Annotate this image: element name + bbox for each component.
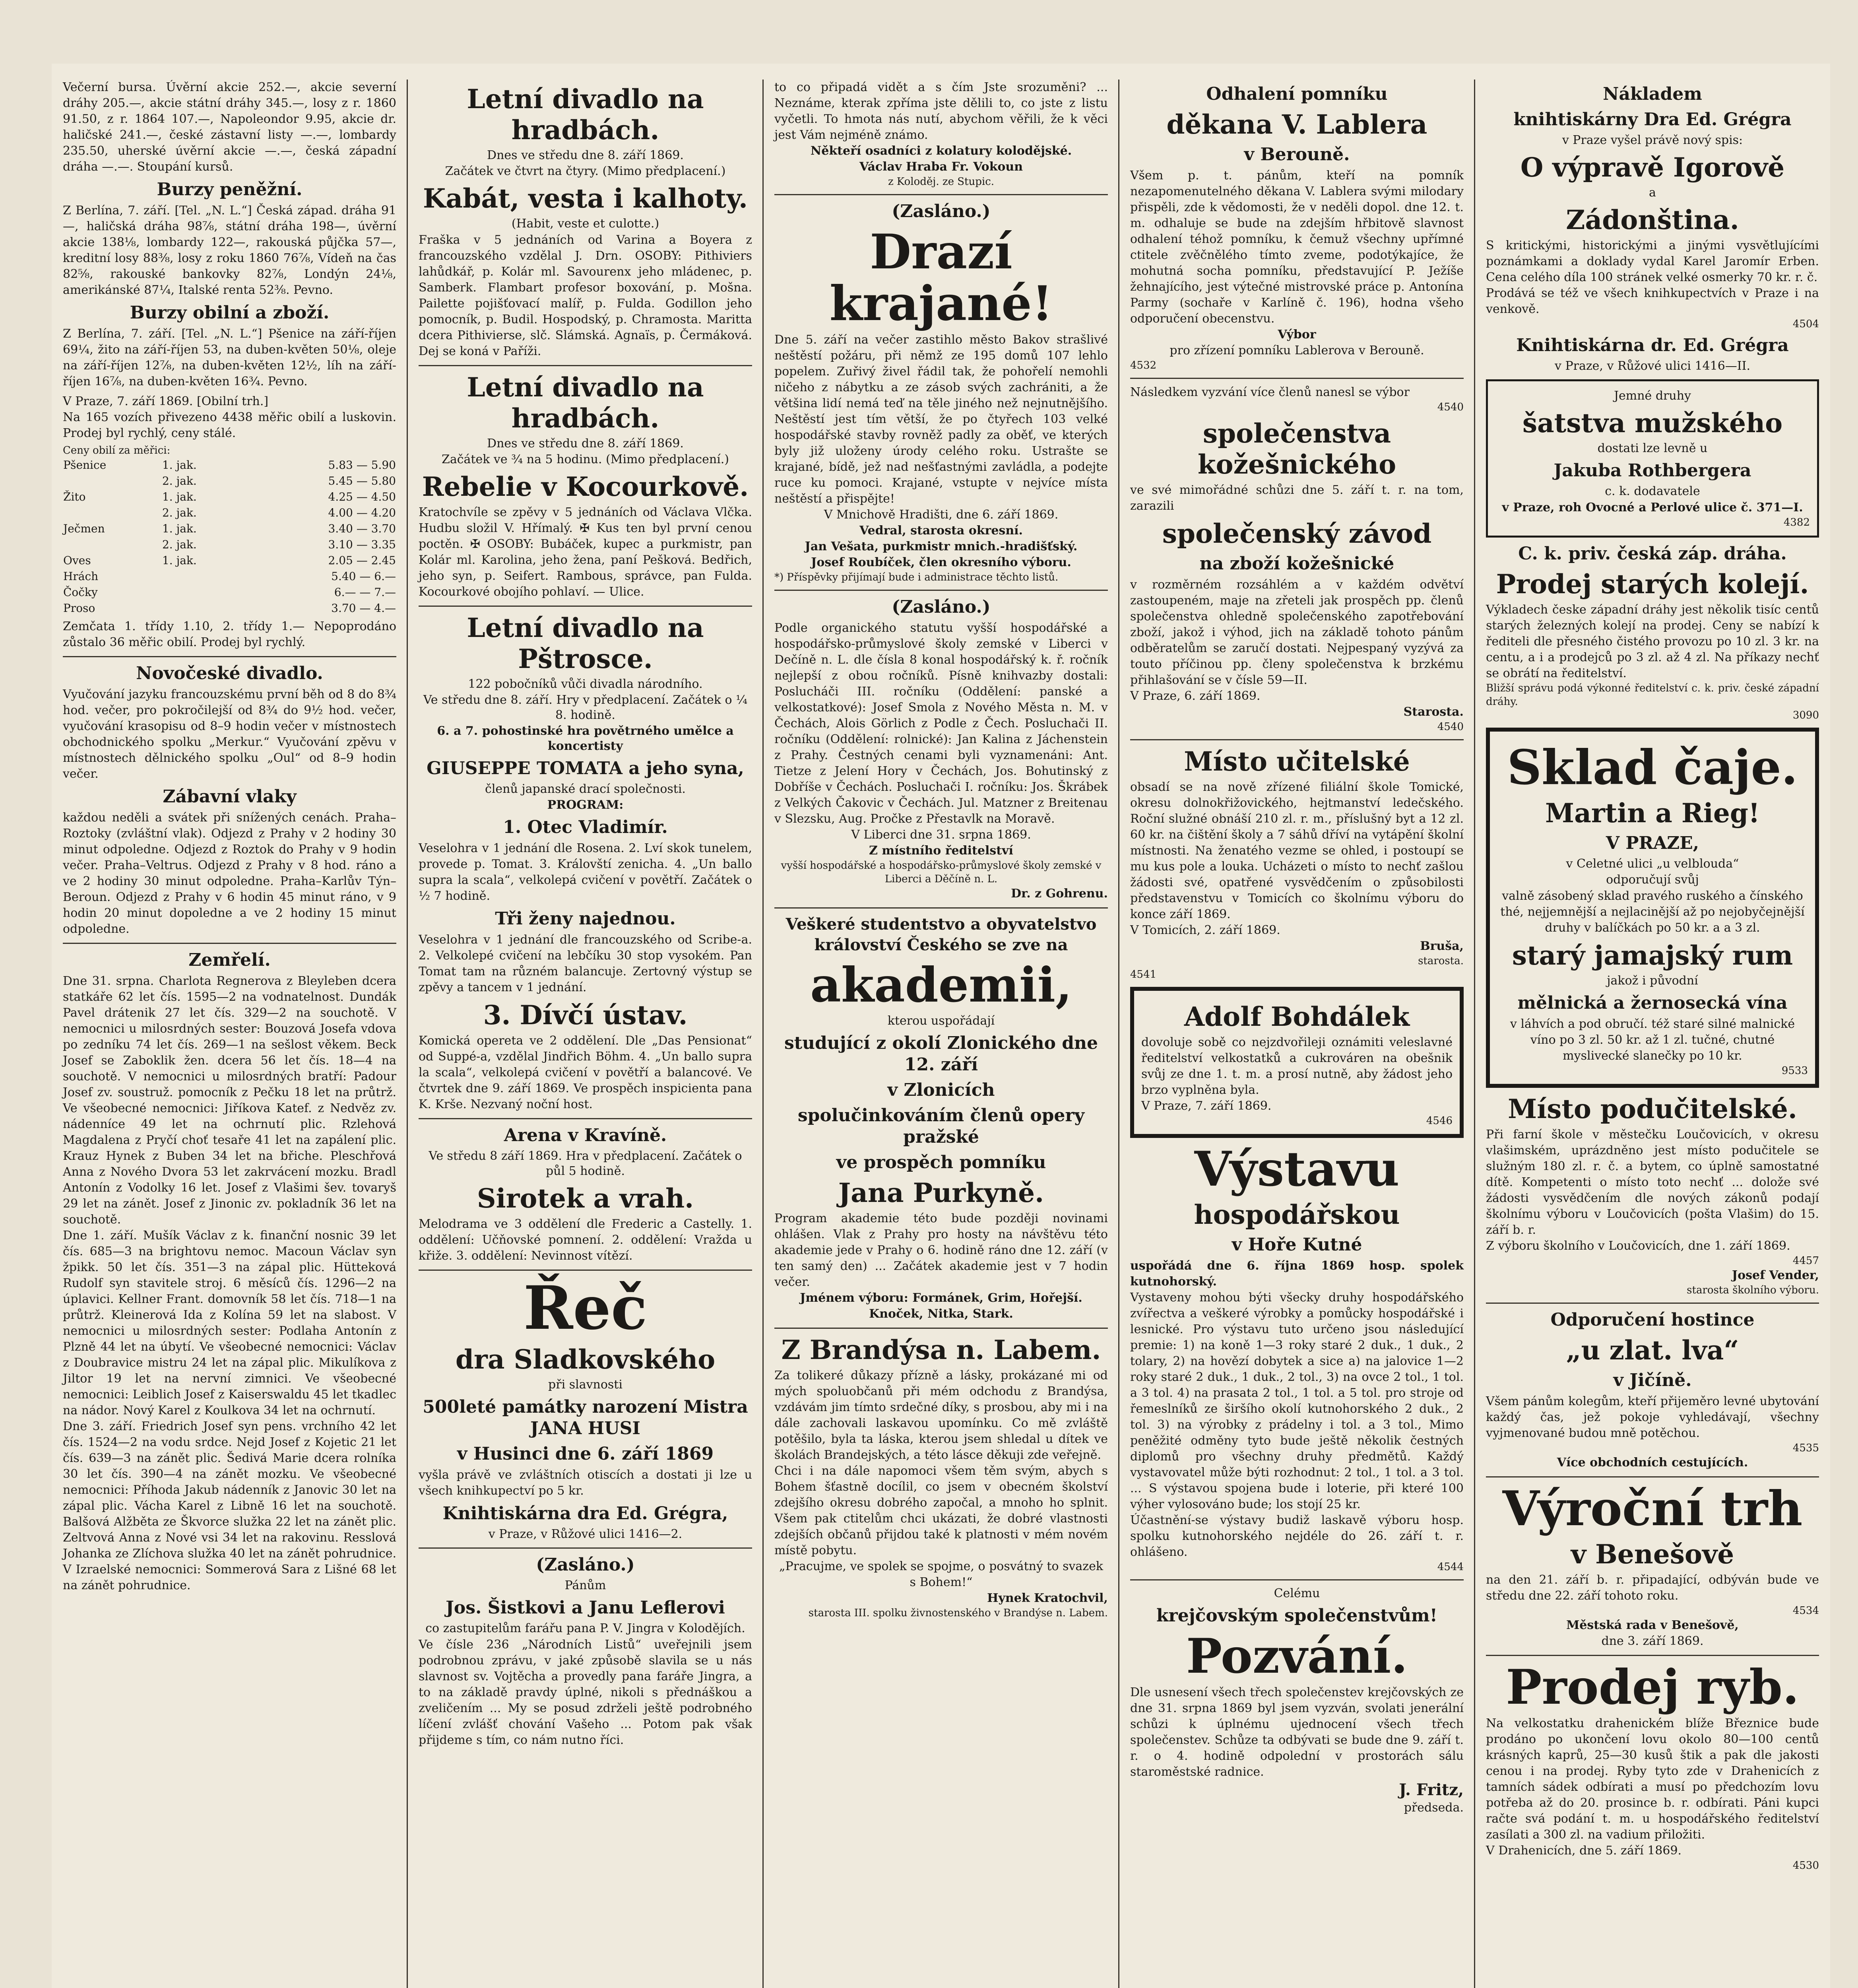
book-title: O výpravě Igorově xyxy=(1520,152,1785,183)
book-pub-name: Knihtiskárna dr. Ed. Grégra xyxy=(1516,335,1789,355)
farewell-signature: starosta III. spolku živnostenského v Brandýse n. Labem. xyxy=(808,1607,1108,1619)
price-cell: 4.00 — 4.20 xyxy=(328,506,396,519)
academy-title: akademii, xyxy=(810,957,1072,1013)
deaths-text: Dne 3. září. Friedrich Josef syn pens. vrchního 42 let čís. 1524—2 na vodu srdce. Nejd Josef z Kojetic 21 let čís. 639—3 na zánět plic. Šedivá Marie dcera rolníka 30 let čís. 390—4 na zánět mozku. Ve všeobecné nemocnici: Příhoda Jakub nádenník z Janovic 30 let na zápal plic. Vácha Karel z Libně 16 let na souchotě. Balšová Alžběta ze Škvorce služka 22 let na zánět plic. Zeltvová Anna z Nové vsi 34 let na rakovinu. Resslová Johanka ze Zlíchova služka 40 let na zánět pohrudnice. V Izraelské nemocnici: Sommerová Sara z Lišné 68 let na zánět pohrudnice. xyxy=(63,1419,396,1592)
column-2 xyxy=(407,80,763,1988)
tea-company: Martin a Rieg! xyxy=(1545,798,1760,829)
grain-markets-text: Z Berlína, 7. září. [Tel. „N. L.“] Pšenice na září-říjen 69¼, žito na září-říjen 53, na duben-květen 50⅛, oleje na září-říjen 12⅞, na duben-květen 12½, líh na září-říjen 16⅞, na duben-květen 16¾. Pevno. xyxy=(63,327,396,388)
rail-text: Výkladech česke západní dráhy jest několik tisíc centů starých železných kolejí na prodej. Ceny se nabízí k řediteli dle přesného čistého provozu po 10 zl. 3 kr. na centu, a i a prodejců po 3 zl. až 4 zl. Na příkazy nechť se obrátí na ředitelství. xyxy=(1486,603,1819,680)
ad-number: 4540 xyxy=(1437,401,1464,413)
price-cell: 5.83 — 5.90 xyxy=(328,458,396,472)
school-report-text: Podle organického statutu vyšší hospodářské a hospodářsko-průmyslové školy zemské v Liberci v Dečíně n. L. dle čísla 8 konal hospodářský k. ř. ročník nejlepší z obou ročníků. Písně knihvazby dostali: Poslucháči III. ročníku (Oddělení: panské a velkostatkové): Josef Smola z Nového Města n. M. v Čechách, Alois Görlich z Podle z Čech. Posluchači II. ročníku (Oddělení: rolnické): Jan Kalina z Jáchenstein z Prahy. Čestných cenami byli vyznamenáni: Ant. Tietze z Jelení Hory v Čechách, Jos. Bohutinský z Dobříše v Čechách. Posluchači I. ročníku: Jos. Škrábek z Velkých Čakovic v Čechách. Jul. Matzner z Breitenau v Slezsku, Aug. Pročke z Přestavlk na Moravě. xyxy=(774,621,1108,826)
money-markets-text: Z Berlína, 7. září. [Tel. „N. L.“] Česká západ. dráha 91—, haličská dráha 98⅞, státní dráha 198—, úvěrní akcie 138⅛, lombardy 122—, rakouská půjčka 57—, kreditní losy 88⅜, losy z roku 1860 76⅞, Vídeň na čas 82⅝, rakouské bankovky 82⅞, Londýn 24⅛, amerikánské 87¼, Italské renta 52⅜. Pevno. xyxy=(63,204,396,297)
prague-market-text: Na 165 vozích přivezeno 4438 měřic obilí a luskovin. Prodej byl rychlý, ceny stálé. xyxy=(63,410,396,440)
section-heading: Zemřelí. xyxy=(188,950,271,970)
assistant-teacher-title: Místo podučitelské. xyxy=(1508,1093,1797,1124)
arena-heading: Arena v Kravíně. xyxy=(504,1125,667,1145)
furriers-signature: Starosta. xyxy=(1403,705,1464,719)
price-table-head: Ceny obilí za měřici: xyxy=(63,445,171,456)
fair-signature: dne 3. září 1869. xyxy=(1601,1634,1704,1648)
exhibition-title: Výstavu xyxy=(1194,1141,1400,1197)
price-cell xyxy=(162,584,242,600)
arena-date: Ve středu 8 září 1869. Hra v předplacení. Začátek o půl 5 hodině. xyxy=(429,1149,742,1178)
program-item: Tři ženy najednou. xyxy=(495,909,676,929)
arena-text: Melodrama ve 3 oddělení dle Frederic a Castelly. 1. oddělení: Učňovské pomnení. 2. oddělení: Vražda u křiže. 3. oddělení: Nevinnost vítězí. xyxy=(419,1217,752,1263)
ad-number: 4534 xyxy=(1792,1605,1819,1617)
teacher-post-title: Místo učitelské xyxy=(1184,746,1410,777)
program-item: 3. Dívčí ústav. xyxy=(483,1000,688,1031)
bohdalek-ad xyxy=(1130,987,1464,1138)
fair-signature: Městská rada v Benešově, xyxy=(1566,1618,1739,1632)
price-row xyxy=(63,569,396,584)
price-cell: Ječmen xyxy=(63,522,105,535)
rothberger-sub: dostati lze levně u xyxy=(1597,441,1708,455)
exhibition-line: uspořádá dne 6. října 1869 hosp. spolek kutnohorský. xyxy=(1130,1259,1464,1289)
column-1 xyxy=(52,80,407,1988)
letter-signature: Václav Hraba Fr. Vokoun xyxy=(859,160,1023,174)
speech-sub: při slavnosti xyxy=(548,1378,623,1392)
price-row xyxy=(63,584,396,600)
academy-intro: Veškeré studentstvo a obyvatelstvo království Českého se zve na xyxy=(785,915,1097,954)
price-cell: 1. jak. xyxy=(162,522,197,535)
book-ad-publisher: knihtiskárny Dra Ed. Grégra xyxy=(1513,109,1792,130)
ad-number: 4457 xyxy=(1792,1255,1819,1267)
tailors-text: Dle usnesení všech třech společenstev krejčovských ze dne 31. srpna 1869 byl jsem vyzván, svolati jenerální schůzi k úplnému ujednocení všech třech společenstev. Schůze ta odbývati se bude dne 9. září t. r. o 4. hodině odpolední v prostorách sálu staroměstské radnice. xyxy=(1130,1685,1464,1779)
ad-number: 4532 xyxy=(1130,359,1157,371)
theatre-date: Ve středu dne 8. září. Hry v předplacení. Začátek o ¼ 8. hodině. xyxy=(423,693,748,722)
farewell-title: Z Brandýsa n. Labem. xyxy=(781,1334,1101,1365)
book-text: Prodává se též ve všech knihkupectvích v Praze i na venkově. xyxy=(1486,286,1819,316)
deaths-text: Dne 1. září. Mušík Václav z k. finanční nosnic 39 let čís. 685—3 na brightovu nemoc. Macoun Václav syn žpikk. 50 let čís. 351—3 na zápal plic. Hütteková Rudolf syn stavitele stroj. 6 měsíců čís. 1296—2 na úplavici. Kellner Frant. domovník 58 let čís. 718—1 na průtrž. Kleinerová Ida z Kolína 59 let na slabost. V nemocnici u milosrdných sester: Podlaha Antonín z Plzně 44 let na úbytí. Ve všeobecné nemocnici: Václav z Doubravice mistru 24 let na zápal plic. Mikulíkova z Jiltor 19 let na nervní zimnici. Ve všeobecné nemocnici: Leiblich Josef z Kaiserswaldu 45 let tkadlec na nádor. Nový Karel z Koulkova 34 let na ochrnutí. xyxy=(63,1229,396,1417)
divider xyxy=(419,606,752,607)
play-title: Rebelie v Kocourkově. xyxy=(422,471,749,502)
price-summary: Zemčata 1. třídy 1.10, 2. třídy 1.— Nepoprodáno zůstalo 36 měřic obilí. Prodej byl rychlý. xyxy=(63,619,396,649)
ad-number: 4546 xyxy=(1426,1115,1453,1127)
monument-text: Všem p. t. pánům, kteří na pomník nezapomenutelného děkana V. Lablera svými milodary přispěli, zde k vědomosti, že v neděli dopol. dne 12. t. m. odhaluje se bude na zdejším hřbitově slavnost odhalení téhož pomníku, k čemuž všechny upřímné ctitele zvěčnělého tímto zveme, podotýkajíce, že mohutná socha pomníku, představující P. Ježíše žehnajícího, jest výtečné mistrovské práce p. Antonína Parmy (sochaře v Karlíně č. 196), hodna všeho odporučení obecenstvu. xyxy=(1130,169,1464,326)
price-cell: 3.40 — 3.70 xyxy=(328,522,396,535)
furriers-text: ve své mimořádné schůzi dne 5. září t. r. na tom, zarazili xyxy=(1130,483,1464,513)
furriers-title: společenský závod xyxy=(1162,518,1432,549)
theatre-start: Začátek ve ¾ na 5 hodinu. (Mimo předplacení.) xyxy=(441,452,729,466)
letter-salutation: Pánům xyxy=(564,1578,606,1592)
furriers-text: v rozměrném rozsáhlém a v každém odvětví zastoupeném, maje na zřeteli jak prospěch pp. členů společenstva ohledně společenského zapotřebování zboží, jakož i výhod, jich na základě tohoto pánům odběratelům se zaručí dostati. Nejpespaný vyzývá za touto příčinou pp. členy společenstva k brzkému přihlašování se v čísle 59—II. xyxy=(1130,578,1464,687)
price-cell xyxy=(63,473,162,489)
rothberger-address: v Praze, roh Ovocné a Perlové ulice č. 371—I. xyxy=(1502,501,1803,514)
academy-sub: kterou uspořádají xyxy=(887,1014,995,1028)
divider xyxy=(419,365,752,366)
appeal-signature: Josef Roubíček, člen okresního výboru. xyxy=(811,555,1071,569)
rothberger-name: Jakuba Rothbergera xyxy=(1554,460,1751,481)
section-heading: Novočeské divadlo. xyxy=(136,663,323,683)
section-heading: Zábavní vlaky xyxy=(163,786,297,807)
tea-address: v Celetné ulici „u velbloudа“ xyxy=(1566,857,1739,871)
theatre-start: Začátek ve čtvrt na čtyry. (Mimo předplacení.) xyxy=(445,164,726,178)
price-cell: 1. jak. xyxy=(162,458,197,472)
letter-signature: Někteří osadníci z kolatury kolodějské. xyxy=(810,144,1072,158)
tea-wine: mělnická a žernosecká vína xyxy=(1517,993,1788,1013)
ad-number: 4535 xyxy=(1792,1442,1819,1454)
speech-text: vyšla právě ve zvláštních otiscích a dostati ji lze u všech knihkupectví po 5 kr. xyxy=(419,1468,752,1498)
rothberger-title: šatstva mužského xyxy=(1522,408,1783,439)
sent-in-heading: (Zasláno.) xyxy=(892,597,991,617)
publisher-address: v Praze, v Růžové ulici 1416—2. xyxy=(488,1527,683,1541)
excursion-trains-text: každou neděli a svátek při snížených cenách. Praha–Roztoky (zvláštní vlak). Odjezd z Prahy v 2 hodiny 30 minut odpoledne. Odjezd z Roztok do Prahy v 9 hodin večer. Praha–Veltrus. Odjezd z Prahy v 8 hod. ráno a ve 2 hodiny 30 minut odpoledne. Praha–Karlův Týn–Beroun. Odjezd z Prahy v 6 hodin 45 minut ráno, v 9 hodin 20 minut dopoledne a ve 2 hodiny 15 minut odpoledne. xyxy=(63,811,396,936)
exhibition-text: Účastnění-se výstavy budiž laskavě výboru hosp. spolku kutnohorského nejdéle do 26. září t. r. ohlášeno. xyxy=(1130,1513,1464,1559)
price-cell: Pšenice xyxy=(63,458,107,472)
appeal-footnote: *) Příspěvky přijímají bude i administrace těchto listů. xyxy=(774,571,1059,583)
teacher-post-place: V Tomicích, 2. září 1869. xyxy=(1130,923,1280,937)
assistant-teacher-text: Při farní škole v městečku Loučovicích, v okresu vlašimském, uprázdněno jest místo podučitele se služným 180 zl. r. č. a bytem, co úplně samostatné dítě. Kompetenti o místo toto nechť ... dolože své žádosti vysvědčením dle nových zákonů podají školnímu výboru v Loučovicích (pošta Vlašim) do 15. září b. r. xyxy=(1486,1128,1819,1237)
fish-sale-title: Prodej ryb. xyxy=(1506,1659,1799,1715)
tea-sub: jakož i původní xyxy=(1607,974,1698,988)
academy-signature: Jménem výboru: Formánek, Grim, Hořejší. Knoček, Nitka, Stark. xyxy=(800,1291,1082,1321)
divider xyxy=(419,1547,752,1549)
play-cast: Fraška v 5 jednáních od Varina a Boyera z francouzského vzdělal J. Drn. OSOBY: Pithiviers lahůdkář, p. Kolár ml. Savourenx jeho mládenec, p. Samberk. Flambart profesor boxování, p. Mošna. Pailette pojišťovací malíř, p. Fulda. Godillon jeho pomocník, p. Budil. Hospodský, p. Chramosta. Maritta dcera Pithivierse, slč. Slámská. Agnaïs, p. Čermáková. Dej se koná v Paříži. xyxy=(419,233,752,358)
monument-signature: Výbor xyxy=(1278,328,1316,342)
price-cell xyxy=(162,569,242,584)
exhibition-text: Vystaveny mohou býti všecky druhy hospodářského zvířectva a veškeré výrobky a pomůcky hospodářské i lesnické. Pro výstavu tuto určeno jsou následující premie: 1) na koně 1—3 roky staré 2 duk., 1 duk., 2 tolary, 2) na hovězí dobytek a sice a) na jalovice 1—2 roky staré 2 duk., 1 duk., 2 tol., 3) na ovce 2 tol., 1 tol. a 3 tol. 4) na prasata 2 tol., 1 tol. a 5 tol. pro stroje od řemeslníků ze širšího okolí kutnohorského 2 duk., 2 tol. 3) na výrobky z prádelny i tol. a 3 tol., Mimo peněžité odměny tyto bude ještě několik čestných diplomů pro všechny druhy předmětů. Každý vystavovatel může býti rozhodnut: 2 tol., 1 tol. a 3 tol. ... S výstavou spojena bude i loterie, při které 100 výher vylosováno bude; los stojí 25 kr. xyxy=(1130,1291,1464,1511)
divider xyxy=(1130,378,1464,379)
bohdalek-text: dovoluje sobě co nejzdvořileji oznámiti veleslavné ředitelství velkostatků a cukrováren na obešnik svůj ze dne 1. t. m. a prosí nutně, aby žádost jeho brzo vyplněna byla. xyxy=(1141,1035,1453,1097)
furriers-sub: na zboží kožešnické xyxy=(1199,553,1394,574)
farewell-text: Chci i na dále napomoci všem těm svým, abych s Bohem šťastně docílil, co jsem v obecném školství zdejšího okresu dobrého započal, a mnoho ho splnit. Všem pak ctitelům chci ukázati, že dobré vlastnosti zdejších občanů přijdou také k platnosti v mém novém místě pobytu. xyxy=(774,1464,1108,1557)
price-row xyxy=(63,537,396,553)
inn-place: v Jičíně. xyxy=(1613,1370,1692,1390)
divider xyxy=(63,656,396,657)
inn-title: „u zlat. lva“ xyxy=(1566,1335,1739,1366)
academy-line: spolučinkováním členů opery pražské xyxy=(797,1105,1085,1147)
theatre-date: Dnes ve středu dne 8. září 1869. xyxy=(487,148,684,162)
assistant-teacher-place: Z výboru školního v Loučovicích, dne 1. září 1869. xyxy=(1486,1239,1790,1253)
program-head: PROGRAM: xyxy=(547,798,624,812)
book-ad-head: Nákladem xyxy=(1603,84,1702,104)
appeal-signature: Jan Vešata, purkmistr mnich.-hradišťský. xyxy=(805,540,1078,553)
divider xyxy=(1486,1655,1819,1656)
price-cell: 2.05 — 2.45 xyxy=(328,554,396,567)
play-cast: Kratochvíle se zpěvy v 5 jednáních od Václava Vlčka. Hudbu složil V. Hřímalý. ✠ Kus ten byl první cenou poctěn. ✠ OSOBY: Bubáček, kupec a purkmistr, pan Kolár ml. Karolina, jeho žena, paní Pešková. Bedřich, jeho syn, p. Seifert. Rambous, správce, pan Fulda. Kocourkové obojího pohlaví. — Ulice. xyxy=(419,505,752,599)
arena-title: Sirotek a vrah. xyxy=(477,1183,694,1214)
school-report-signature: Dr. z Gohrenu. xyxy=(1011,887,1108,901)
appeal-text: Dne 5. září na večer zastihlo město Bakov strašlivé neštěstí požáru, při němž ze 195 domů 107 lehlo popelem. Zuřivý živel řádil tak, že pohořelí nemohli ničeho z nábytku a ze zásob svých zachrániti, a že většina lidí nemá teď na těle jiného než nejnutnějšího. Neštěstí jest tím větší, že po čtyřech 103 velké hospodářské stavby rovněž padly za oběť, ve kterých byly již uloženy úrody celého roku. Ustrašte se krajané, bídě, jež nad nešťastnými zavládla, a podejte ruce ku pomoci. Krajané, vstupte v nejvíce místa neštěstí a přispějte! xyxy=(774,333,1108,506)
price-cell: 4.25 — 4.50 xyxy=(328,490,396,503)
tailors-signature: J. Fritz, xyxy=(1399,1780,1464,1799)
academy-line: studující z okolí Zlonického dne 12. září xyxy=(784,1033,1098,1075)
exhibition-place: v Hoře Kutné xyxy=(1232,1235,1362,1255)
tea-rum: starý jamajský rum xyxy=(1512,940,1793,971)
letter-text: Ve čísle 236 „Národních Listů“ uveřejnili jsem podrobnou zprávu, v jaké způsobě slavila se u nás slavnost sv. Vojtěcha a provedly pana faráře Jingra, a to na základě pravdy úplné, nikoli s přednáškou a zveličením ... My se posud zdrželi ještě podrobného líčení zvlášť chování Vašeho ... Potom pak však přijdeme s tím, co nám nutno říci. xyxy=(419,1638,752,1747)
letter-sub: co zastupitelům farářu pana P. V. Jingra v Kolodějích. xyxy=(425,1621,745,1635)
ad-number: 9533 xyxy=(1781,1065,1808,1077)
theatre-heading: Letní divadlo na Pštrosce. xyxy=(467,612,704,674)
section-heading: Burzy peněžní. xyxy=(157,179,303,200)
exhibition-title: hospodářskou xyxy=(1194,1199,1400,1230)
deaths-text: Dne 31. srpna. Charlota Regnerova z Bleyleben dcera statkáře 62 let čís. 1595—2 na vodnatelnost. Dundák Pavel drátenik 27 let čís. 329—2 na souchotě. V nemocnici u milosrdných sester: Bouzová Josefa vdova po zedníku 74 let čís. 269—1 na sešlost věkem. Beck Josef se Zaboklik žen. dcera 56 let čís. 18—4 na souchotě. V nemocnici u milosrdných bratří: Padour Josef zv. soustruž. pomocník z Pečku 18 let na průtrž. Ve všeobecné nemocnici: Jiříkova Katef. z Nedvěz zv. nádenníce 49 let na ochrnutí plic. Rzlehová Magdalena z Pryčí choť tesaře 41 let na zapálení plic. Krauz Hynek z Buben 34 let na břiche. Pleschřová Anna z Nového Dvora 53 let zakrvácení mozku. Bradl Antonín z Vodolky 16 let. Josef z Vlašimi šev. tovaryš 29 let na zánět. Josef z Jinonic zv. pokladník 36 let na souchotě. xyxy=(63,974,396,1227)
tea-text: valně zásobený sklad pravého ruského a čínského thé, nejjemnější a nejlacinější až po nejobyčejnější druhy v balíčkách po 50 kr. a a 3 zl. xyxy=(1500,889,1805,935)
price-cell: 5.45 — 5.80 xyxy=(328,474,396,487)
tailors-title: krejčovským společenstvům! xyxy=(1156,1606,1437,1626)
appeal-place: V Mnichově Hradišti, dne 6. září 1869. xyxy=(824,508,1059,522)
academy-line: v Zlonicích xyxy=(887,1080,995,1100)
farewell-text: Za tolikeré důkazy přízně a lásky, prokázané mi od mých spoluobčanů při mém odchodu z Brandýsa, vzdávám jim tímto srdečné díky, s prosbou, aby mi i na dále zachovali laskavou upomínku. Co mě zvláště potěšilo, byla ta láska, kterou jsem shledal u dítek ve školách Brandejských, a této lásce děkuji zde veřejně. xyxy=(774,1369,1108,1462)
school-report-signature: Z místního ředitelství xyxy=(869,844,1013,858)
prague-market-head: V Praze, 7. září 1869. [Obilní trh.] xyxy=(63,394,269,408)
fair-title: Výroční trh xyxy=(1502,1481,1803,1537)
book-pub-address: v Praze, v Růžové ulici 1416—II. xyxy=(1554,359,1751,373)
ad-number: 4530 xyxy=(1792,1860,1819,1872)
price-cell: 2. jak. xyxy=(162,506,197,519)
teacher-post-signature: starosta. xyxy=(1418,955,1464,967)
letter-continued: to co připadá vidět a s čím Jste srozuměni? ... Neznáme, kterak zpříma jste dělili to, co jste z listu vyčetli. To hmota nás nutí, abychom věřili, že k věci jest Vám nejméně známo. xyxy=(774,80,1108,142)
price-row xyxy=(63,457,396,473)
theatre-heading: Letní divadlo na hradbách. xyxy=(467,83,704,146)
performer-sub: členů japanské drací společnosti. xyxy=(485,782,686,796)
play-title: Kabát, vesta i kalhoty. xyxy=(423,183,748,214)
rail-signature: Bližší správu podá výkonné ředitelství c. k. priv. české západní dráhy. xyxy=(1486,682,1819,708)
column-4 xyxy=(1119,80,1475,1988)
price-row xyxy=(63,505,396,521)
farewell-signature: Hynek Kratochvil, xyxy=(987,1591,1108,1605)
ad-number: 4540 xyxy=(1437,721,1464,733)
divider xyxy=(1486,1476,1819,1477)
ad-number: 4504 xyxy=(1792,318,1819,330)
book-text: S kritickými, historickými a jinými vysvětlujícími poznámkami a doklady vydal Karel Jaromír Erben. Cena celého díla 100 stránek velké osmerky 70 kr. r. č. xyxy=(1486,239,1819,284)
price-cell: Žito xyxy=(63,490,86,503)
ad-number: 4544 xyxy=(1437,1561,1464,1573)
divider xyxy=(419,1270,752,1271)
price-cell: Oves xyxy=(63,554,91,567)
academy-beneficiary: Jana Purkyně. xyxy=(838,1177,1044,1208)
monument-title: děkana V. Lablera xyxy=(1166,109,1427,140)
theatre-note: 122 pobočníků vůči divadla národního. xyxy=(468,677,703,691)
price-cell: 6.— — 7.— xyxy=(334,586,396,599)
price-row xyxy=(63,521,396,537)
school-report-place: V Liberci dne 31. srpna 1869. xyxy=(851,828,1031,842)
rothberger-ad xyxy=(1486,379,1819,538)
column-5 xyxy=(1475,80,1830,1988)
price-row xyxy=(63,553,396,569)
price-cell xyxy=(63,537,162,553)
academy-line: ve prospěch pomníku xyxy=(836,1152,1046,1173)
monument-place: v Berouně. xyxy=(1244,144,1350,165)
bohdalek-name: Adolf Bohdálek xyxy=(1184,1001,1410,1032)
tailors-sub: Celému xyxy=(1274,1586,1320,1600)
monument-heading: Odhalení pomníku xyxy=(1206,84,1388,104)
price-cell: Proso xyxy=(63,602,95,615)
program-text: Komická opereta ve 2 oddělení. Dle „Das Pensionat“ od Suppé-a, vzdělal Jindřich Böhm. 4. „Un ballo supra la scala“, velkolepá cvičení v povětří a balancové. Ve čtvrtek dne 9. září 1869. Ve prospěch inspicienta pana K. Krše. Nezvaný noční host. xyxy=(419,1034,752,1111)
teacher-post-signature: Bruša, xyxy=(1420,939,1464,953)
furriers-place: V Praze, 6. září 1869. xyxy=(1130,689,1261,703)
furriers-title: společenstva kožešnického xyxy=(1197,418,1396,480)
price-cell: 1. jak. xyxy=(162,490,197,503)
speech-occasion: 500leté památky narození Mistra JANA HUSI xyxy=(423,1397,748,1439)
farewell-motto: „Pracujme, ve spolek se spojme, o posvátný to svazek s Bohem!“ xyxy=(779,1559,1104,1589)
letter-addressee: Jos. Šistkovi a Janu Leflerovi xyxy=(446,1598,725,1618)
school-report-signature: vyšší hospodářské a hospodářsko-průmyslové školy zemské v Liberci a Děčíně n. L. xyxy=(781,860,1102,885)
inn-sub: Odporučení hostince xyxy=(1550,1310,1755,1330)
price-table xyxy=(63,457,396,616)
program-text: Veselohra v 1 jednání dle francouzského od Scribe-a. 2. Velkolepé cvičení na lebčíku 30 stop vysokém. Pan Tomat tam na různém balancuje. Zertovný výstup se zpěvy a tancem v 1 jednání. xyxy=(419,933,752,994)
rothberger-sub: c. k. dodavatele xyxy=(1605,484,1700,498)
price-cell: Hrách xyxy=(63,570,99,583)
inn-signature: Více obchodních cestujících. xyxy=(1557,1456,1748,1470)
column-3 xyxy=(763,80,1119,1988)
price-cell xyxy=(63,505,162,521)
divider xyxy=(1130,739,1464,740)
divider xyxy=(1130,1579,1464,1580)
tailors-signature: předseda. xyxy=(1404,1801,1464,1815)
rothberger-sub: Jemné druhy xyxy=(1614,389,1691,403)
rail-heading: C. k. priv. česká záp. dráha. xyxy=(1518,544,1787,564)
fish-sale-text: Na velkostatku drahenickém blíže Březnice bude prodáno po ukončení lovu okolo 80—100 centů krásných kaprů, 25—30 kusů štik a pak dle jakosti cenou i na prodej. Ryby tyto zde v Drahenicích z tamních sádek odbírati a musí po předchozím lovu potřeba až do 20. prosince b. r. odbírati. Páni kupci račte svá podání t. m. u hospodářského ředitelství zasílati a 300 zl. na vadium přiložiti. xyxy=(1486,1716,1819,1842)
academy-text: Program akademie této bude později novinami ohlášen. Vlak z Prahy pro hosty na návštěvu této akademie jede v Prahy o 6. hodině ráno dne 12. září (v ten samý den) ... Začátek akademie jest v 7 hodin večer. xyxy=(774,1211,1108,1289)
theatre-heading: Letní divadlo na hradbách. xyxy=(467,372,704,434)
price-row xyxy=(63,489,396,505)
program-item: 1. Otec Vladimír. xyxy=(503,817,668,837)
ad-number: 4541 xyxy=(1130,969,1157,980)
price-row xyxy=(63,473,396,489)
sent-in-heading: (Zasláno.) xyxy=(536,1555,635,1575)
section-heading: Burzy obilní a zboží. xyxy=(130,303,330,323)
divider xyxy=(1486,1303,1819,1304)
divider xyxy=(774,194,1108,195)
price-cell: 2. jak. xyxy=(162,538,197,551)
divider xyxy=(63,943,396,944)
price-cell: 3.70 — 4.— xyxy=(331,602,396,615)
tea-city: V PRAZE, xyxy=(1606,833,1699,853)
price-cell: Čočky xyxy=(63,586,98,599)
sent-in-heading: (Zasláno.) xyxy=(892,201,991,221)
tea-ad xyxy=(1486,728,1819,1088)
appeal-title: Drazí krajané! xyxy=(829,224,1053,332)
price-cell: 5.40 — 6.— xyxy=(331,570,396,583)
teacher-post-text: obsadí se na nově zřízené filiální škole Tomické, okresu dolnokřižovického, hejtmanství ledečského. Roční služné obnáší 210 zl. r. m., příslušný byt a 12 zl. 60 kr. na čištění školy a 7 sáhů dříví na vytápění školní místnosti. Na ženatého vezme se ohled, i postoupí se mu kus pole a louka. Ucházeti o místo to nechť zašlou žádosti své, opatřené vysvědčením o způsobilosti představenstvu v Tomicích co školnímu výboru do konce září 1869. xyxy=(1130,780,1464,921)
speech-author: dra Sladkovského xyxy=(455,1344,716,1375)
fair-place: v Benešově xyxy=(1571,1539,1734,1570)
tea-text: v láhvích a pod obručí. též staré silné malnické víno po 3 zl. 50 kr. až 1 zl. tučné, chutné myslivecké slanečky po 10 kr. xyxy=(1510,1017,1795,1063)
publisher-name: Knihtiskárna dra Ed. Grégra, xyxy=(442,1503,728,1524)
price-cell: 1. jak. xyxy=(162,554,197,567)
price-row xyxy=(63,600,396,616)
bohdalek-place: V Praze, 7. září 1869. xyxy=(1141,1099,1272,1113)
newspaper-page xyxy=(52,64,1830,1988)
fair-text: na den 21. září b. r. připadající, odbýván bude ve středu dne 22. září tohoto roku. xyxy=(1486,1573,1819,1603)
speech-title: Řeč xyxy=(523,1273,648,1343)
book-title-conj: a xyxy=(1649,186,1656,200)
classes-text: Vyučování jazyku francouzskému první běh od 8 do 8¾ hod. večer, pro pokročilejší od 8¾ do 9½ hod. večer, vyučování krasopisu od 8–9 hodin večer v místnostech obchodnického spolku „Merkur.“ Vyučování zpěvu v místnostech dělnického spolku „Oul“ od 8–9 hodin večer. xyxy=(63,687,396,781)
performer-name: GIUSEPPE TOMATA a jeho syna, xyxy=(427,758,744,779)
theatre-date: Dnes ve středu dne 8. září 1869. xyxy=(487,437,684,450)
appeal-signature: Vedral, starosta okresní. xyxy=(859,524,1023,538)
program-text: Veselohra v 1 jednání dle Rosena. 2. Lví skok tunelem, provede p. Tomat. 3. Královští zenicha. 4. „Un ballo supra la scala“, velkolepá cvičení v povětří. Začátek o ½ 7 hodině. xyxy=(419,841,752,903)
ad-number: 3090 xyxy=(1792,709,1819,721)
price-cell: 3.10 — 3.35 xyxy=(328,538,396,551)
tailors-invite: Pozvání. xyxy=(1186,1628,1408,1684)
monument-signature: pro zřízení pomníku Lablerova v Berouně. xyxy=(1169,344,1424,357)
inn-text: Všem pánům kolegům, kteří přijeměro levné ubytování každý čas, jež pokoje vyhledávají, všechny vyjmenované budou mně potěchou. xyxy=(1486,1394,1819,1440)
divider xyxy=(774,590,1108,591)
assistant-teacher-signature: Josef Vender, xyxy=(1732,1268,1819,1282)
assistant-teacher-signature: starosta školního výboru. xyxy=(1687,1284,1819,1296)
play-subtitle: (Habit, veste et culotte.) xyxy=(511,217,659,231)
furriers-text: Následkem vyzvání více členů nanesl se výbor xyxy=(1130,385,1410,399)
evening-bourse: Večerní bursa. Úvěrní akcie 252.—, akcie severní dráhy 205.—, akcie státní dráhy 345.—, losy z r. 1860 91.50, z r. 1864 107.—, Napoleondor 9.95, akcie dr. haličské 241.—, české zástavní listy —.—, lombardy 235.50, uherské úvěrní akcie —.—, česká západní dráha —.—. Stoupání kursů. xyxy=(63,80,396,174)
divider xyxy=(419,1118,752,1119)
speech-place: v Husinci dne 6. září 1869 xyxy=(457,1444,714,1464)
ad-number: 4382 xyxy=(1783,516,1810,528)
divider xyxy=(774,1328,1108,1329)
rail-title: Prodej starých kolejí. xyxy=(1496,569,1809,600)
fish-sale-place: V Drahenicích, dne 5. září 1869. xyxy=(1486,1844,1682,1858)
price-cell xyxy=(162,600,242,616)
divider xyxy=(774,907,1108,909)
guest-line: 6. a 7. pohostinské hra povětrného umělce a koncertisty xyxy=(437,724,734,753)
tea-title: Sklad čaje. xyxy=(1507,740,1798,796)
book-ad-sub: v Praze vyšel právě nový spis: xyxy=(1562,133,1743,147)
tea-sub: odporučují svůj xyxy=(1606,873,1699,887)
letter-signature: z Koloděj. ze Stupic. xyxy=(888,176,995,188)
book-title: Zádonština. xyxy=(1566,204,1739,235)
price-cell: 2. jak. xyxy=(162,474,197,487)
